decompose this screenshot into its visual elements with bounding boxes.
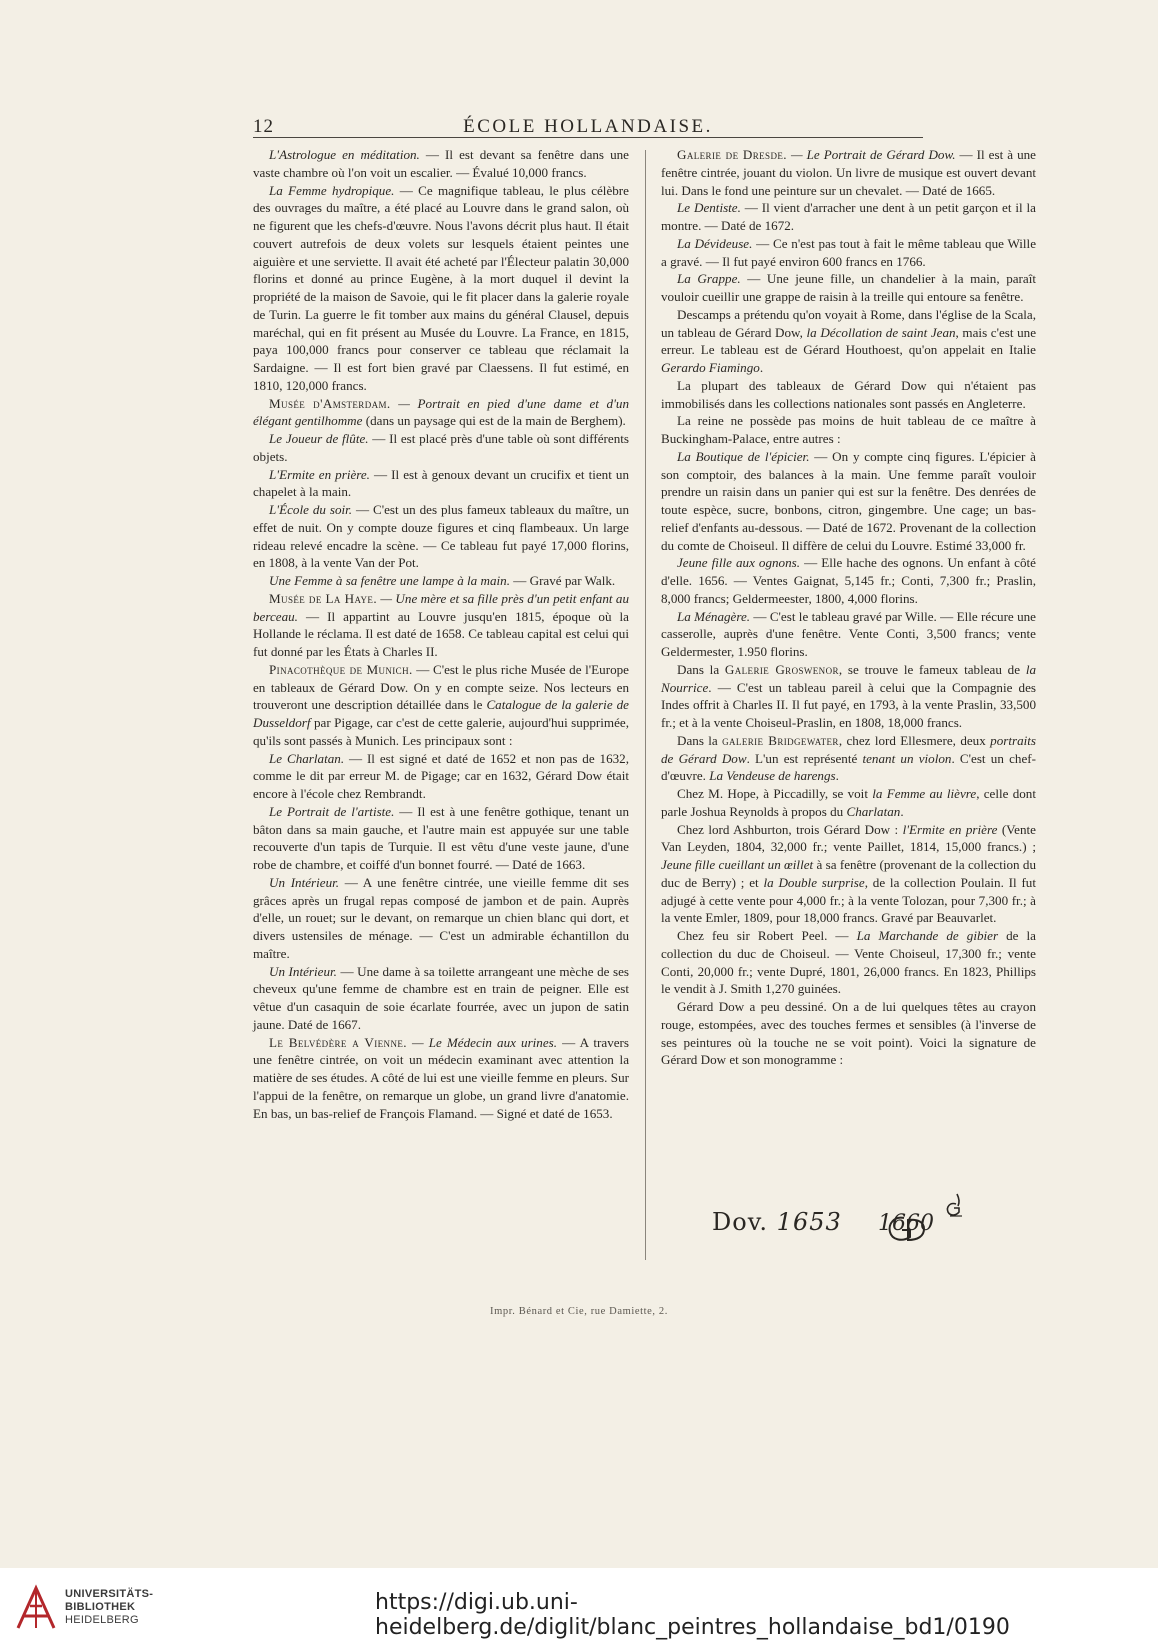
paragraph bbox=[661, 448, 1036, 555]
paragraph-text: Descamps a prétendu qu'on voyait à Rome, dans l'église de la Scala, un tableau de Gérard Dow, bbox=[661, 306, 1036, 340]
artwork-title: Un Intérieur. bbox=[269, 963, 337, 979]
paragraph-text: à sa fenêtre (provenant de la collection du duc de Berry) ; et bbox=[661, 857, 1036, 890]
paragraph bbox=[253, 1034, 629, 1123]
library-name bbox=[65, 1588, 153, 1627]
paragraph bbox=[253, 661, 629, 750]
paragraph-text: Gérard Dow a peu dessiné. On a de lui quelques têtes au crayon rouge, estompées, avec des touches fermes et sensibles (à l'inverse de ses peintures où la touche ne se voit point). Voici la signature de Gérard Dow et son monogramme : bbox=[661, 999, 1036, 1068]
artwork-title: Le Portrait de l'artiste. bbox=[269, 803, 395, 819]
paragraph bbox=[661, 927, 1036, 998]
artwork-title: L'Astrologue en méditation. bbox=[269, 147, 420, 162]
paragraph bbox=[661, 199, 1036, 235]
paragraph-text: — C'est le plus riche Musée de l'Europe en tableaux de Gérard Dow. On y en compte seize. Nos lecteurs en trouveront une description détaillée dans le bbox=[253, 661, 629, 713]
paragraph-text: par Pigage, car c'est de cette galerie, aujourd'hui supprimée, qu'ils sont passés à Munich. Les principaux sont : bbox=[253, 715, 629, 748]
paragraph-text: . C'est un chef-d'œuvre. bbox=[661, 750, 1036, 784]
collection-name: Musée de La Haye. bbox=[269, 590, 378, 606]
collection-name: Pinacothèque de Munich. bbox=[269, 661, 413, 677]
paragraph-text: Dans la bbox=[677, 732, 723, 748]
paragraph-text: . — C'est un tableau pareil à celui que la Compagnie des Indes offrit à Charles II. Il fut payé, en 1793, à la vente Praslin, 33,500 fr.; et à la vente Choiseul-Praslin, en 1808, 18,000 francs. bbox=[661, 679, 1036, 730]
paragraph-text: Chez feu sir Robert Peel. — bbox=[677, 928, 857, 943]
artwork-title: l'Ermite en prière bbox=[902, 821, 998, 837]
artwork-title: la Nourrice bbox=[661, 661, 1036, 695]
paragraph-text: — Une jeune fille, un chandelier à la main, paraît vouloir cueillir une grappe de raisin à la treille qui entoure sa fenêtre. bbox=[661, 271, 1036, 304]
paragraph bbox=[661, 306, 1036, 377]
paragraph-text: — C'est le tableau gravé par Wille. — Elle récure une casserolle, auprès d'une fenêtre. Vente Conti, 3,500 francs; vente Geldermester, 1.950 florins. bbox=[661, 608, 1036, 659]
paragraph-text: — Une dame à sa toilette arrangeant une mèche de ses cheveux qu'une femme de chambre est en train de peigner. Elle est vêtue d'un casaquin de soie écarlate fourrée, avec un jupon de satin jaune. Daté de 1667. bbox=[253, 963, 629, 1032]
paragraph-text: — Il est devant sa fenêtre dans une vaste chambre où l'on voit un escalier. — Évalué 10,000 francs. bbox=[253, 147, 629, 180]
library-logo-icon[interactable] bbox=[14, 1582, 58, 1634]
paragraph bbox=[661, 146, 1036, 199]
paragraph-text: La reine ne possède pas moins de huit tableau de ce maître à Buckingham-Palace, entre autres : bbox=[661, 413, 1036, 446]
artwork-title: la Femme au lièvre bbox=[872, 786, 977, 801]
signature-year: 1660 bbox=[878, 1211, 934, 1236]
printer-imprint: Impr. Bénard et Cie, rue Damiette, 2. bbox=[490, 1306, 668, 1317]
artwork-title: L'Ermite en prière. bbox=[269, 466, 370, 482]
library-name-line: BIBLIOTHEK bbox=[65, 1601, 136, 1613]
paragraph-text: — Il est à genoux devant un crucifix et tient un chapelet à la main. bbox=[253, 466, 629, 500]
artist-signature bbox=[700, 1185, 1000, 1255]
paragraph-text: (dans un paysage qui est de la main de Berghem). bbox=[362, 413, 626, 429]
book-title: Catalogue de la galerie de Dusseldorf bbox=[253, 697, 629, 730]
paragraph-text: — Il est à une fenêtre gothique, tenant un bâton dans sa main gauche, et l'autre main est appuyée sur une table recouverte d'un tapis de Turquie. Il est vêtu d'une veste jaune, d'une robe de chambre, et coiffé d'un bonnet fourré. — Daté de 1663. bbox=[253, 803, 629, 872]
paragraph-text: , mais c'est une erreur. Le tableau est de Gérard Houthoest, qu'on appelait en Italie bbox=[661, 324, 1037, 358]
paragraph bbox=[661, 608, 1036, 661]
paragraph bbox=[253, 750, 629, 803]
paragraph bbox=[253, 146, 629, 182]
right-column bbox=[661, 146, 1036, 1069]
signature-letters: Dov. bbox=[712, 1208, 769, 1236]
artwork-title: — Le Portrait de Gérard Dow. bbox=[786, 147, 956, 162]
paragraph-text: , chez lord Ellesmere, deux bbox=[838, 732, 991, 748]
collection-name: Galerie de Dresde. bbox=[677, 147, 787, 162]
paragraph-text: — Ce n'est pas tout à fait le même tableau que Wille a gravé. — Il fut payé environ 600 francs en 1766. bbox=[661, 235, 1037, 269]
header-rule bbox=[253, 137, 923, 138]
artwork-title: Le Dentiste. bbox=[677, 200, 741, 216]
artwork-title: Le Charlatan. bbox=[269, 750, 345, 766]
paragraph-text: Dans la bbox=[677, 661, 725, 677]
paragraph-text: , se trouve le fameux tableau de bbox=[838, 661, 1026, 677]
artwork-title: La Boutique de l'épicier. bbox=[677, 448, 810, 464]
artwork-title: La Femme hydropique. bbox=[269, 182, 395, 198]
artwork-title: la Décollation de saint Jean bbox=[806, 324, 956, 340]
paragraph bbox=[253, 466, 629, 502]
paragraph-text: — Il appartint au Louvre jusqu'en 1815, époque où la Hollande le réclama. Il est daté de 1658. Ce tableau capital est celui qui fut donné par les États à Charles II. bbox=[253, 608, 629, 659]
artwork-title: Charlatan bbox=[846, 803, 901, 819]
paragraph-text: de la collection du duc de Choiseul. — Vente Choiseul, 17,300 fr.; vente Conti, 20,000 fr.; vente Dupré, 1801, 26,000 francs. En 1823, Phillips le vendit à J. Smith 1,270 guinées. bbox=[661, 928, 1036, 997]
paragraph-text: . bbox=[900, 803, 904, 819]
collection-name: galerie Bridgewater bbox=[722, 732, 839, 748]
paragraph bbox=[253, 963, 629, 1034]
paragraph-text: — C'est un des plus fameux tableaux du maître, un effet de nuit. On y compte douze figures et cinq flambeaux. Un large rideau relevé encadre la scène. — Ce tableau fut payé 17,000 florins, en 1808, à la vente Van der Pot. bbox=[253, 502, 629, 571]
paragraph-text: — Gravé par Walk. bbox=[509, 573, 616, 588]
paragraph bbox=[253, 395, 629, 431]
artwork-title: — Une mère et sa fille près d'un petit enfant au berceau. bbox=[253, 590, 629, 624]
paragraph bbox=[661, 235, 1036, 271]
artwork-title: la Double surprise bbox=[763, 874, 865, 890]
artist-name: Gerardo Fiamingo bbox=[661, 360, 760, 375]
artwork-title: Jeune fille aux ognons. bbox=[677, 555, 801, 571]
artwork-title: Le Joueur de flûte. bbox=[269, 431, 369, 446]
artwork-title: Une Femme à sa fenêtre une lampe à la main. bbox=[269, 573, 510, 588]
paragraph-text: — Il est placé près d'une table où sont différents objets. bbox=[253, 431, 629, 464]
paragraph-text: — A une fenêtre cintrée, une vieille femme dit ses grâces après un frugal repas composé de jambon et de pain. Auprès d'elle, un rouet; sur le devant, on remarque un chien blanc qui dort, et divers ustensiles de ménage. — C'est un admirable échantillon du maître. bbox=[253, 874, 629, 961]
signature-name bbox=[712, 1208, 842, 1236]
artwork-title: — Portrait en pied d'une dame et d'un élégant gentilhomme bbox=[253, 395, 629, 429]
artwork-title: L'École du soir. bbox=[269, 502, 353, 517]
paragraph-text: — Ce magnifique tableau, le plus célèbre des ouvrages du maître, a été placé au Louvre dans le grand salon, où ne figurent que les chefs-d'œuvre. Nous l'avons décrit plus haut. Il était couvert autrefois de deux volets sur lesquels étaient peintes une aiguière et une serviette. Il avait été acheté par l'Électeur palatin 30,000 florins et donné au prince Eugène, à la mort duquel il devint la propriété de la maison de Savoie, qui le fit placer dans la galerie royale de Turin. La guerre le fit tomber aux mains du général Clausel, depuis maréchal, qui en fit présent au Musée du Louvre. La France, en 1815, paya 100,000 francs pour conserver ce tableau que réclamait la Sardaigne. — Il est fort bien gravé par Claessens. Il fut estimé, en 1810, 120,000 francs. bbox=[253, 182, 629, 393]
paragraph-text: . L'un est représenté bbox=[746, 750, 863, 766]
paragraph bbox=[253, 182, 629, 395]
artwork-title: Un Intérieur. bbox=[269, 874, 340, 890]
artwork-title: La Dévideuse. bbox=[677, 235, 753, 251]
paragraph-text: Chez lord Ashburton, trois Gérard Dow : bbox=[677, 821, 903, 837]
running-title: ÉCOLE HOLLANDAISE. bbox=[463, 116, 713, 137]
left-column bbox=[253, 146, 629, 1122]
collection-name: Musée d'Amsterdam. bbox=[269, 395, 391, 411]
paragraph-text: — Il est signé et daté de 1652 et non pas de 1632, comme le dit par erreur M. de Pigage; car en 1632, Gérard Dow était encore à l'école chez Rembrandt. bbox=[253, 750, 629, 801]
paragraph-text: (Vente Van Leyden, 1804, 32,000 fr.; vente Paillet, 1814, 15,000 francs.) ; bbox=[661, 821, 1036, 855]
signature-year: 1653 bbox=[776, 1208, 842, 1236]
paragraph bbox=[253, 874, 629, 963]
paragraph-text: Chez M. Hope, à Piccadilly, se voit bbox=[677, 786, 873, 801]
artwork-title: tenant un violon bbox=[862, 750, 952, 766]
paragraph bbox=[661, 998, 1036, 1069]
paragraph-text: , de la collection Poulain. Il fut adjugé à cette vente pour 4,000 fr.; à la vente Tolozan, pour 7,300 fr.; à la vente Emler, 1809, pour 18,000 francs. Gravé par Beauvarlet. bbox=[661, 874, 1036, 926]
permalink-url[interactable]: https://digi.ub.uni-heidelberg.de/diglit/blanc_peintres_hollandaise_bd1/0190 bbox=[375, 1590, 1010, 1640]
paragraph bbox=[661, 732, 1036, 785]
collection-name: Le Belvédère a Vienne. bbox=[269, 1034, 407, 1050]
paragraph bbox=[661, 821, 1036, 928]
paragraph bbox=[661, 270, 1036, 306]
paragraph-text: . bbox=[759, 360, 764, 375]
footer-bar bbox=[0, 1568, 1158, 1652]
artwork-title: La Ménagère. bbox=[677, 608, 751, 624]
page-number: 12 bbox=[253, 116, 274, 137]
paragraph-text: — Il est à une fenêtre cintrée, jouant du violon. Un livre de musique est ouvert devant lui. Dans le fond une peinture sur un chevalet. — Daté de 1665. bbox=[661, 147, 1036, 198]
artwork-title: La Marchande de gibier bbox=[856, 928, 999, 943]
library-name-line: HEIDELBERG bbox=[65, 1614, 139, 1626]
paragraph-text: — A travers une fenêtre cintrée, on voit un médecin examinant avec attention la matière de ses études. A côté de lui est une vieille femme en pleurs. Sur l'appui de la fenêtre, on remarque un globe, un grand livre d'anatomie. En bas, un bas-relief de François Flamand. — Signé et daté de 1653. bbox=[253, 1034, 630, 1121]
paragraph bbox=[661, 412, 1036, 448]
artwork-title: portraits de Gérard Dow bbox=[661, 732, 1036, 766]
column-divider bbox=[645, 150, 646, 1260]
paragraph bbox=[661, 785, 1036, 821]
artwork-title: — Le Médecin aux urines. bbox=[406, 1034, 558, 1050]
artwork-title: Jeune fille cueillant un œillet bbox=[661, 857, 814, 872]
paragraph-text: , celle dont parle Joshua Reynolds à propos du bbox=[661, 786, 1036, 819]
paragraph bbox=[253, 430, 629, 466]
paragraph-text: . bbox=[835, 768, 839, 784]
paragraph-text: — On y compte cinq figures. L'épicier à son comptoir, des balances à la main. Une femme paraît vouloir prendre un raisin dans un panier qui est sur la fenêtre. Des denrées de toute espèce, sucre, bonbons, citron, gingembre. Une cage; un bas-relief d'enfants au-dessous. — Daté de 1672. Provenant de la collection du comte de Choiseul. Il diffère de celui du Louvre. Estimé 33,000 fr. bbox=[661, 448, 1036, 553]
paragraph bbox=[253, 803, 629, 874]
paragraph bbox=[661, 661, 1036, 732]
paragraph-text: — Elle hache des ognons. Un enfant à côté d'elle. 1656. — Ventes Gaignat, 5,145 fr.; Conti, 7,300 fr.; Praslin, 8,000 francs; Geldermeester, 1800, 4,000 florins. bbox=[661, 555, 1036, 606]
library-name-line: UNIVERSITÄTS- bbox=[65, 1588, 154, 1600]
paragraph bbox=[253, 572, 629, 590]
paragraph-text: — Il vient d'arracher une dent à un petit garçon et il la montre. — Daté de 1672. bbox=[661, 200, 1036, 233]
paragraph bbox=[253, 501, 629, 572]
artwork-title: La Vendeuse de harengs bbox=[709, 768, 836, 784]
paragraph bbox=[661, 377, 1036, 413]
paragraph bbox=[661, 554, 1036, 607]
artwork-title: La Grappe. bbox=[677, 271, 741, 287]
paragraph bbox=[253, 590, 629, 661]
paragraph-text: La plupart des tableaux de Gérard Dow qui n'étaient pas immobilisés dans les collections nationales sont passés en Angleterre. bbox=[661, 377, 1036, 411]
collection-name: Galerie Groswenor bbox=[724, 661, 839, 677]
